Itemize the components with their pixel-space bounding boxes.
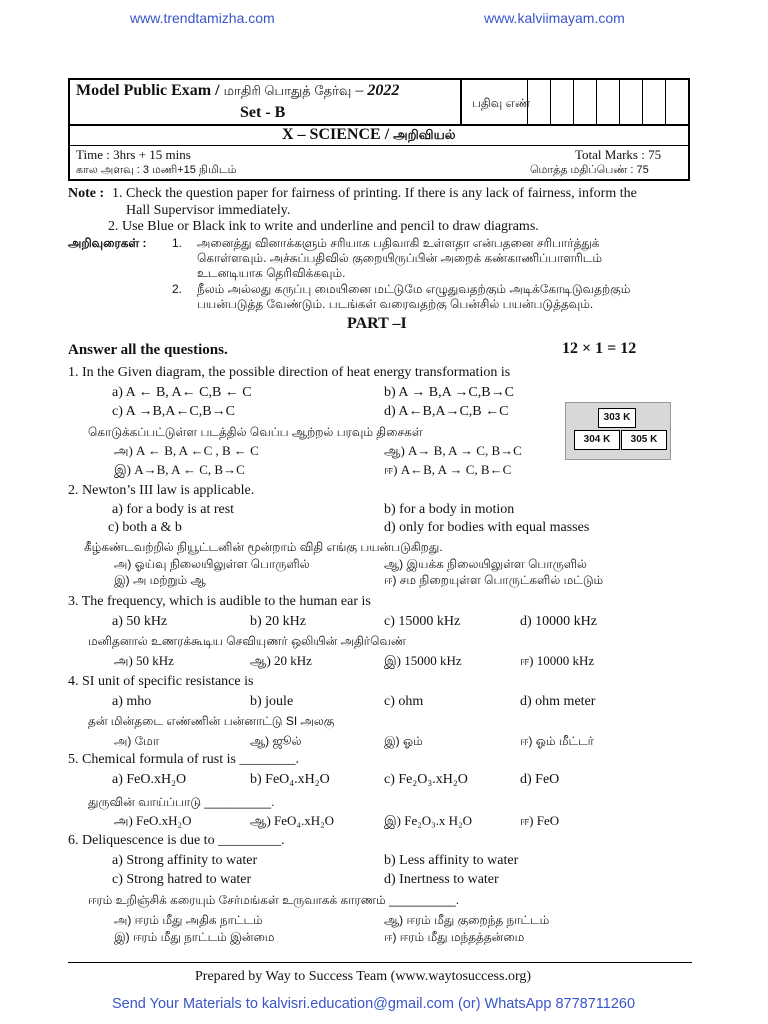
q2-ta-option-b: ஆ) இயக்க நிலையிலுள்ள பொருளில் bbox=[384, 557, 587, 571]
q4-option-d: d) ohm meter bbox=[520, 694, 596, 709]
time-allowed: Time : 3hrs + 15 mins bbox=[76, 147, 191, 162]
q3-ta-option-a: அ) 50 kHz bbox=[114, 653, 174, 668]
kalviimayam-link[interactable]: www.kalviimayam.com bbox=[484, 10, 625, 26]
q4-ta-option-a: அ) மோ bbox=[114, 734, 160, 748]
q2-ta-option-a: அ) ஓய்வு நிலையிலுள்ள பொருளில் bbox=[114, 557, 310, 571]
note-ta-1-num: 1. bbox=[172, 236, 183, 250]
q1-tamil: கொடுக்கப்பட்டுள்ள படத்தில் வெப்ப ஆற்றல் பரவும் திசைகள் bbox=[88, 425, 423, 439]
reg-cell-line bbox=[596, 78, 597, 124]
q1-option-a: a) A ← B, A← C,B ← C bbox=[112, 385, 252, 400]
part-heading: PART –I bbox=[347, 315, 407, 332]
marks-scheme: 12 × 1 = 12 bbox=[562, 340, 637, 357]
q6-option-d: d) Inertness to water bbox=[384, 872, 499, 887]
q3-option-b: b) 20 kHz bbox=[250, 614, 306, 629]
total-marks: Total Marks : 75 bbox=[575, 147, 662, 162]
note-1: 1. Check the question paper for fairness of printing. If there is any lack of fairness, inform the bbox=[112, 186, 637, 201]
question-2: 2. Newton’s III law is applicable. bbox=[68, 483, 255, 498]
q4-ta-option-b: ஆ) ஜூல் bbox=[250, 734, 302, 748]
q5-option-d: d) FeO bbox=[520, 772, 560, 787]
q4-option-b: b) joule bbox=[250, 694, 294, 709]
note-ta-label: அறிவுரைகள் : bbox=[68, 236, 147, 250]
q3-ta-option-d: ஈ) 10000 kHz bbox=[520, 653, 595, 668]
reg-cell-line bbox=[642, 78, 643, 124]
q3-option-c: c) 15000 kHz bbox=[384, 614, 461, 629]
q1-ta-option-b: ஆ) A→ B, A → C, B→C bbox=[384, 443, 522, 458]
exam-title: Model Public Exam / மாதிரி பொதுத் தேர்வு – 2022 bbox=[76, 82, 400, 99]
question-5: 5. Chemical formula of rust is ________. bbox=[68, 752, 299, 767]
q3-option-a: a) 50 kHz bbox=[112, 614, 168, 629]
q6-ta-option-b: ஆ) ஈரம் மீது குறைந்த நாட்டம் bbox=[384, 913, 550, 927]
q1-ta-option-a: அ) A ← B, A ←C , B ← C bbox=[114, 443, 259, 458]
prepared-by: Prepared by Way to Success Team (www.waytosuccess.org) bbox=[195, 969, 532, 984]
header-hline bbox=[68, 145, 690, 146]
q5-option-a: a) FeO.xH₂O bbox=[112, 772, 187, 787]
q3-option-d: d) 10000 kHz bbox=[520, 614, 597, 629]
q3-ta-option-c: இ) 15000 kHz bbox=[384, 653, 462, 668]
instruction: Answer all the questions. bbox=[68, 342, 228, 358]
note-1-cont: Hall Supervisor immediately. bbox=[126, 203, 291, 218]
note-ta-1-cont: கொள்ளவும். அச்சுப்பதிவில் குறையிருப்பின் அறைக் கண்காணிப்பாளரிடம் bbox=[197, 251, 603, 265]
q5-option-b: b) FeO₄.xH₂O bbox=[250, 772, 330, 787]
note-ta-1: அனைத்து வினாக்களும் சரியாக பதிவாகி உள்ளதா என்பதனை சரிபார்த்துக் bbox=[197, 236, 600, 250]
q6-ta-option-d: ஈ) ஈரம் மீது மந்தத்தன்மை bbox=[384, 930, 525, 944]
q1-ta-option-c: இ) A→B, A ← C, B→C bbox=[114, 462, 245, 477]
q6-option-a: a) Strong affinity to water bbox=[112, 853, 258, 868]
reg-cell-line bbox=[573, 78, 574, 124]
q3-tamil: மனிதனால் உணரக்கூடிய செவியுணர் ஒலியின் அதிர்வெண் bbox=[88, 634, 407, 648]
note-ta-2: நீலம் அல்லது கருப்பு மையினை மட்டுமே எழுதுவதற்கும் அடிக்கோடிடுவதற்கும் bbox=[197, 282, 631, 296]
note-ta-2-num: 2. bbox=[172, 282, 183, 296]
q1-option-d: d) A←B,A→C,B ←C bbox=[384, 404, 509, 419]
question-6: 6. Deliquescence is due to _________. bbox=[68, 833, 285, 848]
q6-ta-option-c: இ) ஈரம் மீது நாட்டம் இன்மை bbox=[114, 930, 275, 944]
q1-ta-option-d: ஈ) A←B, A → C, B←C bbox=[384, 462, 512, 477]
block-305k: 305 K bbox=[621, 430, 667, 450]
q6-option-b: b) Less affinity to water bbox=[384, 853, 519, 868]
footer-rule bbox=[68, 962, 692, 963]
q5-ta-option-a: அ) FeO.xH₂O bbox=[114, 813, 192, 828]
total-marks-ta: மொத்த மதிப்பெண் : 75 bbox=[530, 164, 649, 176]
block-303k: 303 K bbox=[598, 408, 636, 428]
subject-title: X – SCIENCE / அறிவியல் bbox=[282, 126, 456, 143]
time-allowed-ta: கால அளவு : 3 மணி+15 நிமிடம் bbox=[76, 164, 237, 176]
q2-ta-option-d: ஈ) சம நிறையுள்ள பொருட்களில் மட்டும் bbox=[384, 573, 604, 587]
q2-option-c: c) both a & b bbox=[108, 520, 182, 535]
question-1: 1. In the Given diagram, the possible direction of heat energy transformation is bbox=[68, 365, 511, 380]
note-label: Note : bbox=[68, 186, 105, 201]
note-ta-1-cont2: உடனடியாக தெரிவிக்கவும். bbox=[197, 266, 346, 280]
send-materials-link[interactable]: Send Your Materials to kalvisri.education@gmail.com (or) WhatsApp 8778711260 bbox=[112, 996, 636, 1012]
header-divider bbox=[460, 78, 462, 124]
q6-option-c: c) Strong hatred to water bbox=[112, 872, 252, 887]
question-4: 4. SI unit of specific resistance is bbox=[68, 674, 254, 689]
q5-ta-option-c: இ) Fe₂O₃.x H₂O bbox=[384, 813, 472, 828]
note-ta-2-cont: பயன்படுத்த வேண்டும். படங்கள் வரைவதற்கு பென்சில் பயன்படுத்தவும். bbox=[197, 297, 594, 311]
q5-ta-option-b: ஆ) FeO₄.xH₂O bbox=[250, 813, 334, 828]
q6-ta-option-a: அ) ஈரம் மீது அதிக நாட்டம் bbox=[114, 913, 263, 927]
q4-option-c: c) ohm bbox=[384, 694, 424, 709]
q2-ta-option-c: இ) அ மற்றும் ஆ bbox=[114, 573, 206, 587]
q4-option-a: a) mho bbox=[112, 694, 152, 709]
q6-tamil: ஈரம் உறிஞ்சிக் கரையும் சேர்மங்கள் உருவாகக் காரணம் __________. bbox=[88, 893, 460, 907]
reg-cell-line bbox=[619, 78, 620, 124]
q1-option-b: b) A → B,A →C,B→C bbox=[384, 385, 514, 400]
q3-ta-option-b: ஆ) 20 kHz bbox=[250, 653, 312, 668]
q5-tamil: துருவின் வாய்ப்பாடு __________. bbox=[88, 795, 275, 809]
q4-tamil: தன் மின்தடை எண்ணின் பன்னாட்டு SI அலகு bbox=[88, 714, 335, 728]
block-304k: 304 K bbox=[574, 430, 620, 450]
set-label: Set - B bbox=[240, 104, 286, 121]
q5-ta-option-d: ஈ) FeO bbox=[520, 813, 560, 828]
q2-option-a: a) for a body is at rest bbox=[112, 502, 235, 517]
q4-ta-option-d: ஈ) ஓம் மீட்டர் bbox=[520, 734, 594, 748]
trendtamizha-link[interactable]: www.trendtamizha.com bbox=[130, 10, 275, 26]
reg-cell-line bbox=[550, 78, 551, 124]
q2-tamil: கீழ்கண்டவற்றில் நியூட்டனின் மூன்றாம் விதி எங்கு பயன்படுகிறது. bbox=[84, 540, 443, 554]
q5-option-c: c) Fe₂O₃.xH₂O bbox=[384, 772, 468, 787]
register-number-label: பதிவு எண் bbox=[472, 96, 531, 110]
q2-option-b: b) for a body in motion bbox=[384, 502, 515, 517]
q4-ta-option-c: இ) ஓம் bbox=[384, 734, 423, 748]
question-3: 3. The frequency, which is audible to the human ear is bbox=[68, 594, 371, 609]
q1-option-c: c) A →B,A←C,B→C bbox=[112, 404, 235, 419]
note-2: 2. Use Blue or Black ink to write and underline and pencil to draw diagrams. bbox=[108, 219, 539, 234]
q2-option-d: d) only for bodies with equal masses bbox=[384, 520, 590, 535]
reg-cell-line bbox=[665, 78, 666, 124]
